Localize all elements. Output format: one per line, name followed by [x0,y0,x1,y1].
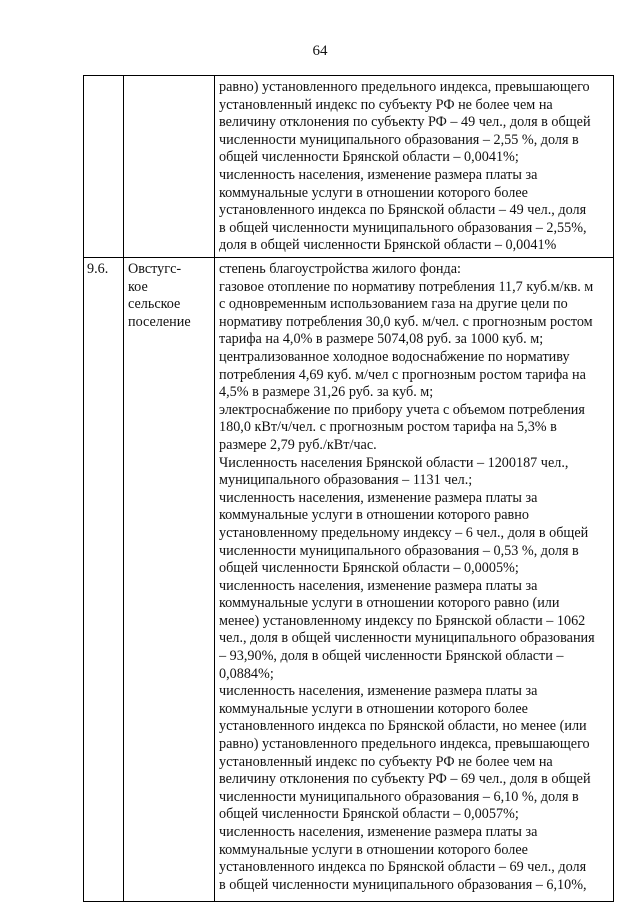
text-line: в общей численности муниципального образования – 6,10%, [219,876,587,893]
text-line: численность населения, изменение размера платы за [219,489,538,506]
municipal-data-table [83,75,614,902]
text-line: численность населения, изменение размера платы за [219,166,538,183]
table-row [84,258,614,902]
table-row [84,76,614,258]
text-line: с одновременным использованием газа на другие цели по [219,296,568,313]
text-line: доля в общей численности Брянской области – 0,0041% [219,237,557,254]
text-line: степень благоустройства жилого фонда: [219,261,461,277]
text-line: общей численности Брянской области – 0,0005%; [219,560,519,577]
row-number-cell [84,76,124,258]
description-cell [215,76,614,258]
settlement-name-line: кое [128,278,148,295]
text-line: коммунальные услуги в отношении которого более [219,841,528,858]
text-line: чел., доля в общей численности муниципального образования [219,630,595,647]
text-line: численность населения, изменение размера платы за [219,577,538,594]
text-line: численности муниципального образования – 2,55 %, доля в [219,131,579,148]
text-line: потребления 4,69 куб. м/чел с прогнозным ростом тарифа на [219,366,586,383]
text-line: численность населения, изменение размера платы за [219,824,538,840]
row-number-cell: 9.6. [84,258,124,902]
text-line: размере 2,79 руб./кВт/час. [219,436,377,453]
text-line: общей численности Брянской области – 0,0041%; [219,149,519,166]
text-line: централизованное холодное водоснабжение по нормативу [219,348,570,365]
text-line: коммунальные услуги в отношении которого равно (или [219,595,560,612]
text-line: 180,0 кВт/ч/чел. с прогнозным ростом тарифа на 5,3% в [219,419,557,436]
text-line: электроснабжение по прибору учета с объемом потребления [219,401,585,418]
text-line: общей численности Брянской области – 0,0057%; [219,806,519,823]
settlement-name-cell [124,258,215,902]
text-line: установленный индекс по субъекту РФ не более чем на [219,96,553,113]
text-line: тарифа на 4,0% в размере 5074,08 руб. за 1000 куб. м; [219,331,544,348]
text-line: величину отклонения по субъекту РФ – 49 чел., доля в общей [219,114,591,131]
text-line: муниципального образования – 1131 чел.; [219,472,473,489]
text-line: равно) установленного предельного индекса, превышающего [219,736,590,753]
settlement-name-line: сельское [128,296,181,313]
text-line: численность населения, изменение размера платы за [219,683,538,700]
text-line: коммунальные услуги в отношении которого равно [219,507,529,524]
text-line: в общей численности муниципального образования – 2,55%, [219,219,587,236]
text-line: – 93,90%, доля в общей численности Брянской области – [219,648,564,665]
text-line: величину отклонения по субъекту РФ – 69 чел., доля в общей [219,771,591,788]
text-line: установленного индекса по Брянской области – 49 чел., доля [219,202,587,219]
text-line: 0,0884%; [219,665,274,682]
text-line: коммунальные услуги в отношении которого более [219,184,528,201]
text-line: установленного индекса по Брянской области, но менее (или [219,718,587,735]
text-line: численности муниципального образования – 6,10 %, доля в [219,788,579,805]
text-line: равно) установленного предельного индекса, превышающего [219,79,590,95]
text-line: Численность населения Брянской области – 1200187 чел., [219,454,569,471]
text-line: установленного индекса по Брянской области – 69 чел., доля [219,859,587,876]
text-line: установленный индекс по субъекту РФ не более чем на [219,753,553,770]
text-line: 4,5% в размере 31,26 руб. за куб. м; [219,384,434,401]
description-cell [215,258,614,902]
settlement-name-line: Овстугс- [128,261,182,277]
settlement-name-cell [124,76,215,258]
settlement-name-line: поселение [128,313,191,330]
text-line: газовое отопление по нормативу потребления 11,7 куб.м/кв. м [219,278,594,295]
text-line: численности муниципального образования – 0,53 %, доля в [219,542,579,559]
text-line: менее) установленному индексу по Брянской области – 1062 [219,612,586,629]
text-line: нормативу потребления 30,0 куб. м/чел. с прогнозным ростом [219,313,593,330]
page-number: 64 [312,43,328,59]
text-line: установленному предельному индексу – 6 чел., доля в общей [219,524,589,541]
text-line: коммунальные услуги в отношении которого более [219,700,528,717]
